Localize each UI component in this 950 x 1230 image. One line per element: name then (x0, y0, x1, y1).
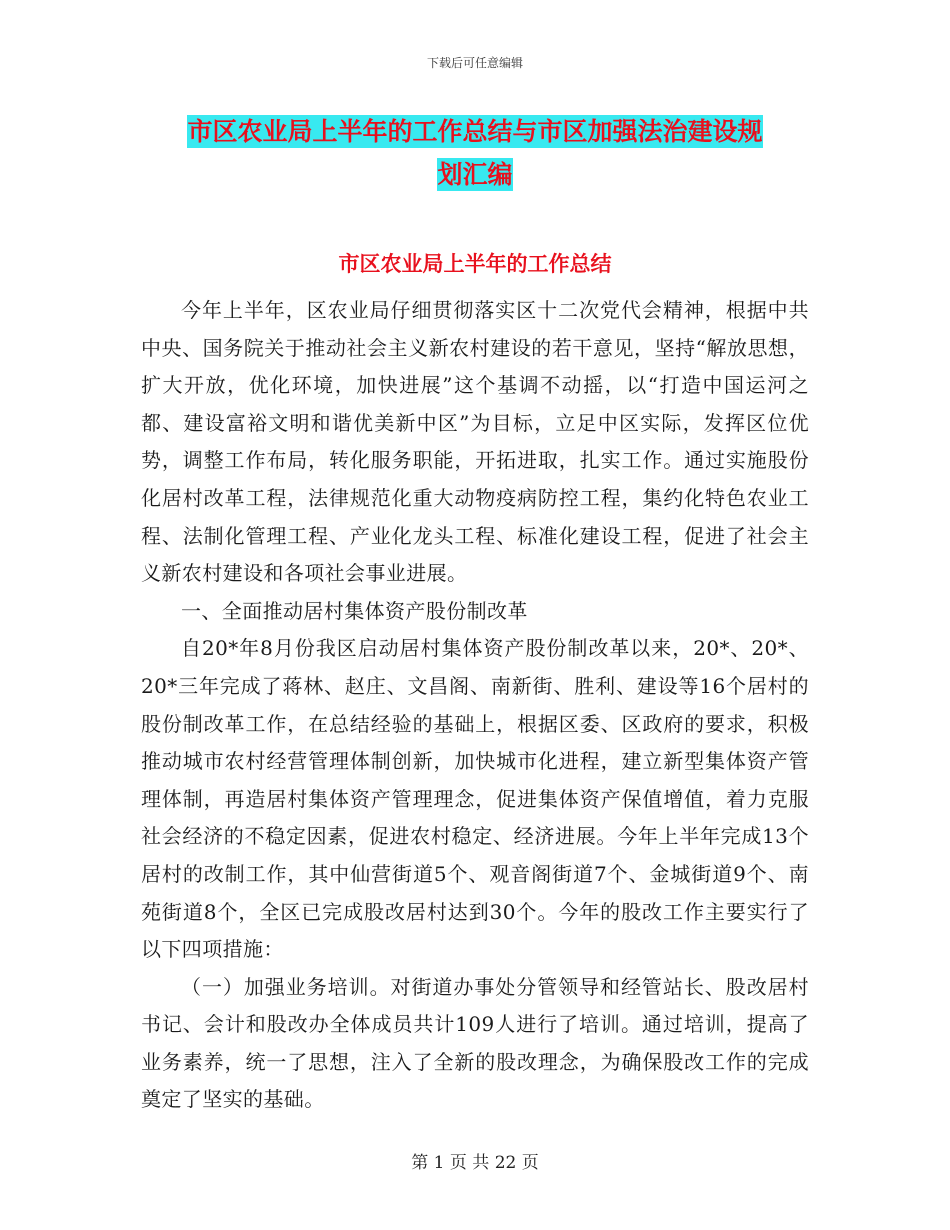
body-paragraph-intro: 今年上半年，区农业局仔细贯彻落实区十二次党代会精神，根据中共中央、国务院关于推动社会主义新农村建设的若干意见，坚持“解放思想，扩大开放，优化环境，加快进展”这个基调不动摇，以“打造中国运河之都、建设富裕文明和谐优美新中区”为目标，立足中区实际，发挥区位优势，调整工作布局，转化服务职能，开拓进取，扎实工作。通过实施股份化居村改革工程，法律规范化重大动物疫病防控工程，集约化特色农业工程、法制化管理工程、产业化龙头工程、标准化建设工程，促进了社会主义新农村建设和各项社会事业进展。 (141, 298, 809, 586)
document-title-line-2 (0, 155, 950, 195)
page-number-footer: 第 1 页 共 22 页 (411, 1153, 539, 1173)
page-header-note: 下载后可任意编辑 (426, 56, 523, 70)
document-title-line-1 (0, 112, 950, 152)
document-title-text-1: 市区农业局上半年的工作总结与市区加强法治建设规 (187, 117, 763, 146)
document-body (141, 292, 809, 1119)
section-heading: 市区农业局上半年的工作总结 (338, 252, 612, 276)
body-paragraph-training: （一）加强业务培训。对街道办事处分管领导和经管站长、股改居村书记、会计和股改办全体成员共计109人进行了培训。通过培训，提高了业务素养，统一了思想，注入了全新的股改理念，为确保股改工作的完成奠定了坚实的基础。 (141, 974, 809, 1112)
document-title-text-2: 划汇编 (437, 160, 513, 189)
body-paragraph-reform: 自20*年8月份我区启动居村集体资产股份制改革以来，20*、20*、20*三年完成了蒋林、赵庄、文昌阁、南新街、胜利、建设等16个居村的股份制改革工作，在总结经验的基础上，根据区委、区政府的要求，积极推动城市农村经营管理体制创新，加快城市化进程，建立新型集体资产管理体制，再造居村集体资产管理理念，促进集体资产保值增值，着力克服社会经济的不稳定因素，促进农村稳定、经济进展。今年上半年完成13个居村的改制工作，其中仙营街道5个、观音阁街道7个、金城街道9个、南苑街道8个，全区已完成股改居村达到30个。今年的股改工作主要实行了以下四项措施： (141, 636, 809, 962)
body-subheading-1: 一、全面推动居村集体资产股份制改革 (181, 598, 528, 623)
